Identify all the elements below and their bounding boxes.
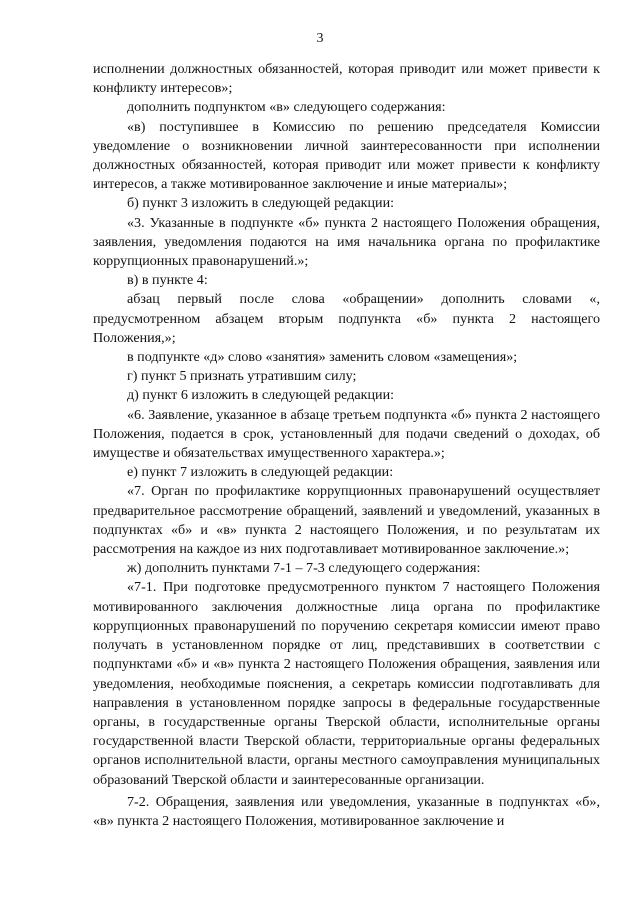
paragraph: «в) поступившее в Комиссию по решению председателя Комиссии уведомление о возникновении личной заинтересованности при исполнении должностных обязанностей, которая приводит или может привести к конфликту интересов, а также мотивированное заключение и иные материалы»; (93, 118, 600, 193)
paragraph: в подпункте «д» слово «занятия» заменить словом «замещения»; (127, 349, 518, 366)
paragraph: «7. Орган по профилактике коррупционных правонарушений осуществляет предварительное рассмотрение обращений, заявлений и уведомлений, указанных в подпунктах «б» и «в» пункта 2 настоящего Положения, и по результатам их рассмотрения на каждое из них подготавливает мотивированное заключение.»; (93, 483, 600, 558)
paragraph: абзац первый после слова «обращении» дополнить словами «, предусмотренном абзацем вторым подпункта «б» пункта 2 настоящего Положения,»; (93, 291, 600, 346)
paragraph: исполнении должностных обязанностей, которая приводит или может привести к конфликту интересов»; (93, 61, 600, 97)
document-body (93, 60, 600, 831)
paragraph: дополнить подпунктом «в» следующего содержания: (127, 99, 446, 116)
paragraph: д) пункт 6 изложить в следующей редакции: (127, 387, 395, 404)
paragraph: б) пункт 3 изложить в следующей редакции: (127, 195, 395, 212)
paragraph: «7-1. При подготовке предусмотренного пунктом 7 настоящего Положения мотивированного заключения должностные лица органа по профилактике коррупционных правонарушений по поручению секретаря комиссии имеют право получать в установленном порядке от лиц, представивших в соответствии с подпунктами «б» и «в» пункта 2 настоящего Положения обращения, заявления или уведомления, необходимые пояснения, а секретарь комиссии подготавливать для направления в установленном порядке запросы в федеральные государственные органы, в государственные органы Тверской области, исполнительные органы государственной власти Тверской области, территориальные органы федеральных органов исполнительной власти, органы местного самоуправления муниципальных образований Тверской области и заинтересованные организации. (93, 579, 600, 788)
paragraph: ж) дополнить пунктами 7-1 – 7-3 следующего содержания: (127, 560, 481, 577)
paragraph: г) пункт 5 признать утратившим силу; (127, 368, 357, 385)
paragraph: 7-2. Обращения, заявления или уведомления, указанные в подпунктах «б», «в» пункта 2 настоящего Положения, мотивированное заключение и (93, 793, 600, 829)
paragraph: «3. Указанные в подпункте «б» пункта 2 настоящего Положения обращения, заявления, уведомления подаются на имя начальника органа по профилактике коррупционных правонарушений.»; (93, 214, 600, 270)
paragraph: в) в пункте 4: (127, 272, 208, 289)
paragraph: е) пункт 7 изложить в следующей редакции: (127, 464, 394, 481)
paragraph: «6. Заявление, указанное в абзаце третьем подпункта «б» пункта 2 настоящего Положения, подается в срок, установленный для подачи сведений о доходах, об имуществе и обязательствах имущественного характера.»; (93, 406, 600, 462)
page-number: 3 (316, 31, 324, 46)
